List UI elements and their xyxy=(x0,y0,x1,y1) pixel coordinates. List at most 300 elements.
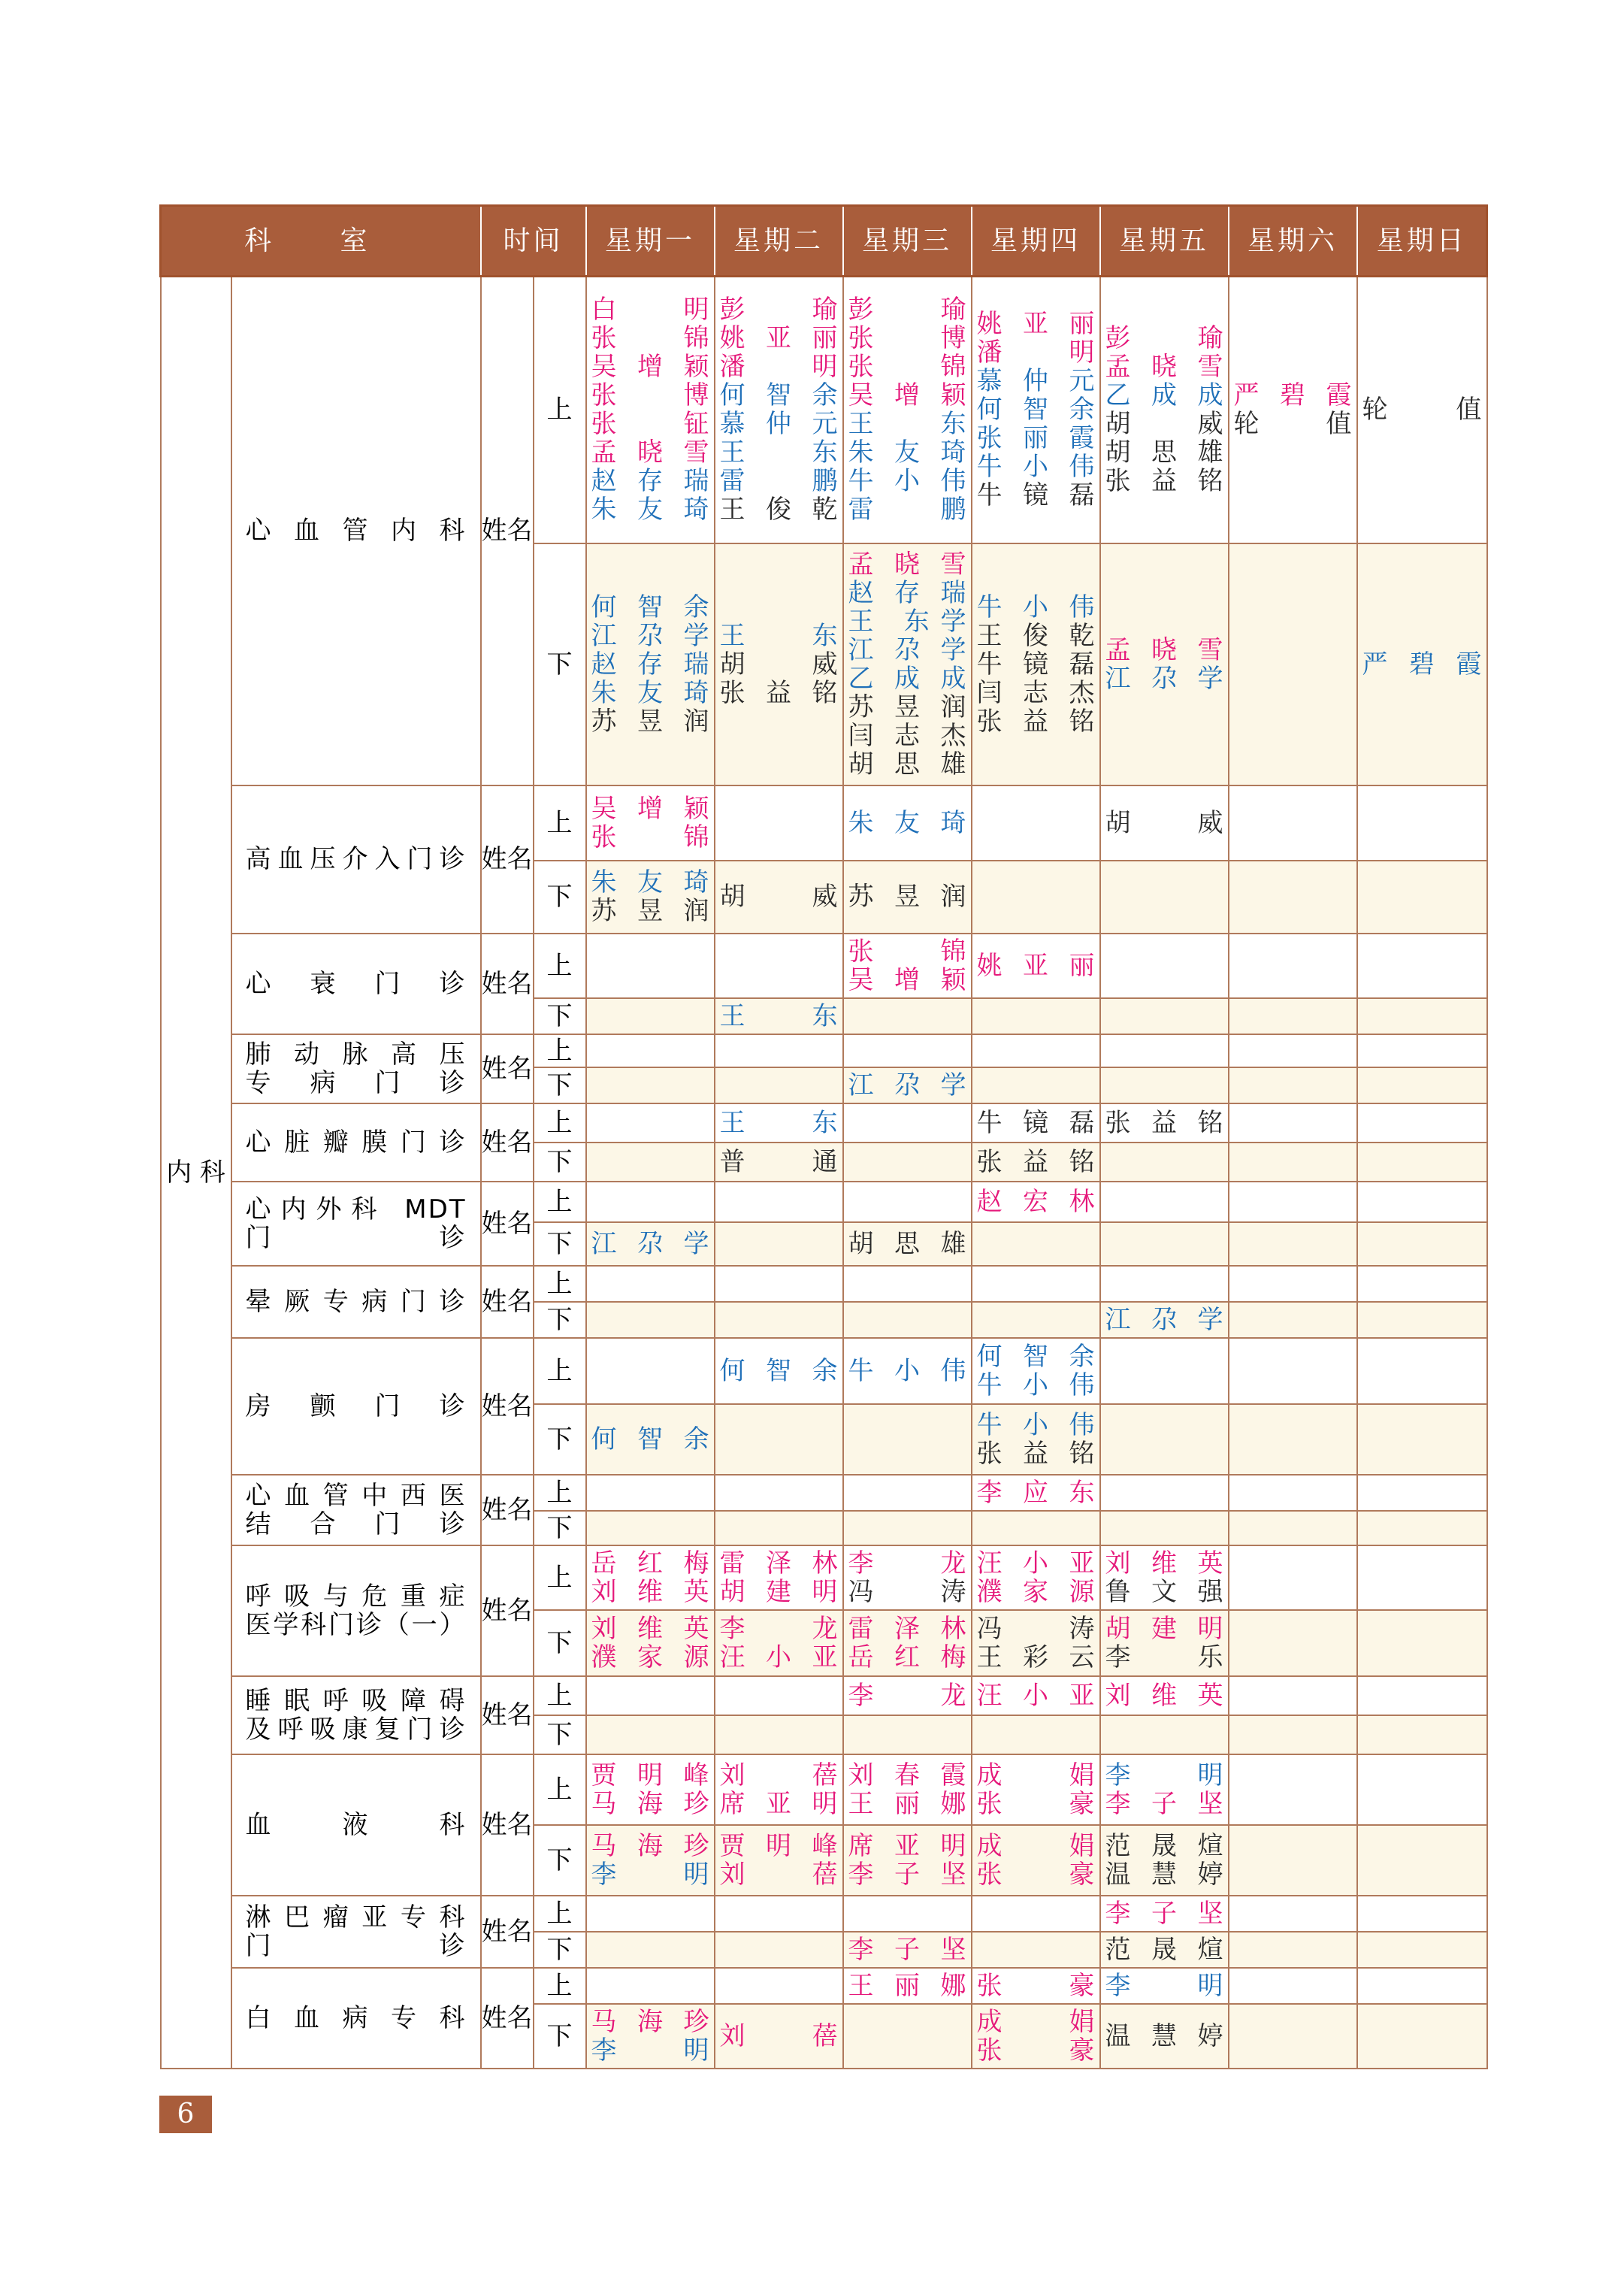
doctor-name: 吴增颖 xyxy=(848,964,966,995)
schedule-cell xyxy=(1357,1182,1487,1222)
department-name-line: 心脏瓣膜门诊 xyxy=(245,1127,467,1158)
doctor-name: 胡思雄 xyxy=(1105,437,1223,468)
schedule-cell xyxy=(972,277,1100,543)
doctor-name: 汪小亚 xyxy=(976,1680,1095,1711)
schedule-cell xyxy=(1229,1968,1357,2004)
doctor-name: 王 东 xyxy=(719,437,838,468)
doctor-name: 赵宏林 xyxy=(976,1186,1095,1217)
doctor-name: 王 东 xyxy=(719,1107,838,1138)
schedule-cell xyxy=(972,1034,1100,1067)
schedule-cell xyxy=(1357,2004,1487,2069)
schedule-cell xyxy=(843,934,972,998)
schedule-cell xyxy=(843,1404,972,1475)
schedule-cell xyxy=(1229,277,1357,543)
header-day: 星期五 xyxy=(1100,206,1229,277)
department-name-line: 专 病 门 诊 xyxy=(245,1067,467,1098)
doctor-name: 刘 蓓 xyxy=(719,2020,838,2051)
department-name xyxy=(231,1034,481,1103)
half-day-label: 下 xyxy=(534,861,586,934)
schedule-cell xyxy=(1229,1715,1357,1754)
schedule-cell xyxy=(843,1968,972,2004)
half-day-label: 下 xyxy=(534,543,586,785)
schedule-cell xyxy=(586,1932,715,1968)
doctor-name: 席亚明 xyxy=(719,1788,838,1819)
schedule-row-am xyxy=(161,1266,1487,1302)
doctor-name: 雷泽林 xyxy=(848,1613,966,1644)
schedule-cell xyxy=(1100,1182,1229,1222)
schedule-cell xyxy=(1229,2004,1357,2069)
doctor-name: 温慧婷 xyxy=(1105,2020,1223,2051)
half-day-label: 上 xyxy=(534,934,586,998)
schedule-cell xyxy=(586,1143,715,1182)
doctor-name: 吴增颖 xyxy=(591,793,709,824)
schedule-cell xyxy=(586,1896,715,1932)
schedule-cell xyxy=(1100,1143,1229,1182)
schedule-cell xyxy=(586,543,715,785)
schedule-cell xyxy=(1357,1143,1487,1182)
schedule-cell xyxy=(1357,1715,1487,1754)
doctor-name: 姚亚丽 xyxy=(976,309,1095,340)
doctor-name: 马海珍 xyxy=(591,1788,709,1819)
schedule-cell xyxy=(972,1754,1100,1825)
schedule-cell xyxy=(1229,861,1357,934)
schedule-cell xyxy=(843,2004,972,2069)
schedule-cell xyxy=(972,2004,1100,2069)
doctor-name: 刘 蓓 xyxy=(719,1859,838,1890)
schedule-cell xyxy=(1100,277,1229,543)
schedule-cell xyxy=(715,785,843,861)
schedule-cell xyxy=(586,1222,715,1266)
schedule-cell xyxy=(586,1338,715,1404)
schedule-cell xyxy=(1100,1034,1229,1067)
doctor-name: 赵存瑞 xyxy=(591,466,709,497)
doctor-name: 胡建明 xyxy=(1105,1613,1223,1644)
doctor-name: 王俊乾 xyxy=(976,620,1095,651)
department-name xyxy=(231,934,481,1034)
schedule-cell xyxy=(1357,1338,1487,1404)
schedule-cell xyxy=(586,1545,715,1610)
schedule-cell xyxy=(586,1182,715,1222)
schedule-cell xyxy=(586,1404,715,1475)
doctor-name: 张益铭 xyxy=(719,677,838,708)
schedule-cell xyxy=(586,1968,715,2004)
schedule-cell xyxy=(715,1143,843,1182)
doctor-name: 朱友琦 xyxy=(591,677,709,708)
schedule-cell xyxy=(715,1067,843,1103)
schedule-cell xyxy=(843,1896,972,1932)
department-name xyxy=(231,1896,481,1968)
half-day-label: 上 xyxy=(534,1475,586,1511)
doctor-name: 王 东 xyxy=(719,1000,838,1031)
doctor-name: 朱友琦 xyxy=(848,807,966,838)
schedule-cell xyxy=(972,1715,1100,1754)
schedule-cell xyxy=(715,1896,843,1932)
schedule-cell xyxy=(586,785,715,861)
doctor-name: 牛小伟 xyxy=(848,466,966,497)
doctor-name: 李 明 xyxy=(591,1859,709,1890)
name-label: 姓名 xyxy=(481,934,534,1034)
header-day: 星期日 xyxy=(1357,206,1487,277)
schedule-cell xyxy=(1100,1932,1229,1968)
doctor-name: 刘维英 xyxy=(1105,1548,1223,1578)
schedule-cell xyxy=(715,1968,843,2004)
department-name xyxy=(231,1103,481,1182)
department-name xyxy=(231,1676,481,1754)
doctor-name: 刘维英 xyxy=(591,1613,709,1644)
schedule-cell xyxy=(843,1302,972,1338)
doctor-name: 张 博 xyxy=(591,380,709,411)
schedule-row-am xyxy=(161,1896,1487,1932)
doctor-name: 吴增颖 xyxy=(591,352,709,383)
schedule-cell xyxy=(972,1932,1100,1968)
schedule-cell xyxy=(843,1143,972,1182)
half-day-label: 下 xyxy=(534,998,586,1034)
department-name xyxy=(231,785,481,934)
schedule-cell xyxy=(1229,1222,1357,1266)
name-label: 姓名 xyxy=(481,1103,534,1182)
schedule-cell xyxy=(843,861,972,934)
name-label: 姓名 xyxy=(481,277,534,785)
doctor-name: 牛小伟 xyxy=(976,1370,1095,1400)
doctor-name: 李 乐 xyxy=(1105,1642,1223,1672)
schedule-cell xyxy=(972,1676,1100,1715)
doctor-name: 何智余 xyxy=(976,395,1095,425)
schedule-row-am xyxy=(161,1338,1487,1404)
doctor-name: 姚亚丽 xyxy=(719,323,838,354)
doctor-name: 李 龙 xyxy=(719,1613,838,1644)
schedule-cell xyxy=(1100,1545,1229,1610)
doctor-name: 李子坚 xyxy=(1105,1898,1223,1929)
schedule-cell xyxy=(715,1404,843,1475)
schedule-cell xyxy=(715,1754,843,1825)
doctor-name: 濮家源 xyxy=(976,1576,1095,1607)
schedule-cell xyxy=(1100,543,1229,785)
half-day-label: 下 xyxy=(534,1222,586,1266)
schedule-cell xyxy=(1357,1932,1487,1968)
doctor-name: 江尕学 xyxy=(591,620,709,651)
department-name-line: 门 诊 xyxy=(245,1222,467,1253)
department-name-line: 心内外科 MDT xyxy=(245,1194,467,1224)
schedule-cell xyxy=(715,1103,843,1143)
half-day-label: 下 xyxy=(534,1404,586,1475)
schedule-cell xyxy=(1100,1511,1229,1545)
doctor-name: 严碧霞 xyxy=(1233,380,1352,411)
schedule-row-am xyxy=(161,1676,1487,1715)
doctor-name: 潘 明 xyxy=(719,352,838,383)
schedule-cell xyxy=(1100,1222,1229,1266)
half-day-label: 下 xyxy=(534,1610,586,1676)
doctor-name: 江尕学 xyxy=(1105,663,1223,694)
department-name-line: 门 诊 xyxy=(245,1930,467,1961)
category-label: 内 科 xyxy=(161,277,231,2069)
schedule-cell xyxy=(1100,998,1229,1034)
name-label: 姓名 xyxy=(481,1676,534,1754)
doctor-name: 张 锦 xyxy=(591,822,709,852)
doctor-name: 苏昱润 xyxy=(848,692,966,722)
half-day-label: 下 xyxy=(534,2004,586,2069)
doctor-name: 王丽娜 xyxy=(848,1788,966,1819)
schedule-cell xyxy=(843,1182,972,1222)
schedule-cell xyxy=(972,1302,1100,1338)
name-label: 姓名 xyxy=(481,1182,534,1266)
schedule-cell xyxy=(843,1754,972,1825)
schedule-cell xyxy=(843,1034,972,1067)
schedule-cell xyxy=(1357,1511,1487,1545)
doctor-name: 江尕学 xyxy=(1105,1304,1223,1335)
schedule-cell xyxy=(843,1475,972,1511)
department-name-line: 高血压介入门诊 xyxy=(245,844,467,874)
department-name-line: 睡眠呼吸障碍 xyxy=(245,1685,467,1716)
schedule-cell xyxy=(715,2004,843,2069)
schedule-cell xyxy=(843,1338,972,1404)
doctor-name: 贾明峰 xyxy=(719,1830,838,1861)
department-name xyxy=(231,1182,481,1266)
schedule-cell xyxy=(1357,1404,1487,1475)
doctor-name: 江尕学 xyxy=(848,1070,966,1100)
doctor-name: 吴增颖 xyxy=(848,380,966,411)
schedule-cell xyxy=(715,1545,843,1610)
doctor-name: 汪小亚 xyxy=(719,1642,838,1672)
half-day-label: 下 xyxy=(534,1302,586,1338)
schedule-cell xyxy=(1229,1825,1357,1896)
department-name xyxy=(231,1545,481,1676)
schedule-cell xyxy=(1100,1103,1229,1143)
schedule-cell xyxy=(715,1475,843,1511)
schedule-row-am xyxy=(161,934,1487,998)
doctor-name: 席亚明 xyxy=(848,1830,966,1861)
doctor-name: 岳红梅 xyxy=(591,1548,709,1578)
schedule-cell xyxy=(1357,861,1487,934)
half-day-label: 下 xyxy=(534,1511,586,1545)
doctor-name: 白 明 xyxy=(591,295,709,325)
schedule-cell xyxy=(843,1715,972,1754)
doctor-name: 闫志杰 xyxy=(976,677,1095,708)
schedule-cell xyxy=(715,1825,843,1896)
doctor-name: 张益铭 xyxy=(976,1438,1095,1469)
schedule-cell xyxy=(972,1511,1100,1545)
schedule-cell xyxy=(1229,1302,1357,1338)
schedule-cell xyxy=(972,543,1100,785)
schedule-cell xyxy=(715,1034,843,1067)
schedule-cell xyxy=(715,277,843,543)
schedule-cell xyxy=(586,1266,715,1302)
schedule-cell xyxy=(972,1143,1100,1182)
doctor-name: 成 娟 xyxy=(976,1760,1095,1790)
schedule-cell xyxy=(715,1610,843,1676)
schedule-cell xyxy=(715,934,843,998)
doctor-name: 闫志杰 xyxy=(848,720,966,751)
department-name xyxy=(231,1266,481,1338)
doctor-name: 冯 涛 xyxy=(848,1576,966,1607)
doctor-name: 苏昱润 xyxy=(591,706,709,737)
doctor-name: 孟晓雪 xyxy=(591,437,709,468)
schedule-cell xyxy=(715,998,843,1034)
department-name-line: 心 衰 门 诊 xyxy=(245,968,467,999)
doctor-name: 孟晓雪 xyxy=(1105,634,1223,665)
schedule-cell xyxy=(1357,543,1487,785)
department-name-line: 血 液 科 xyxy=(245,1809,467,1840)
doctor-name: 冯 涛 xyxy=(976,1613,1095,1644)
schedule-cell xyxy=(1229,1511,1357,1545)
schedule-cell xyxy=(843,1266,972,1302)
doctor-name: 成 娟 xyxy=(976,1830,1095,1861)
doctor-name: 轮 值 xyxy=(1233,409,1352,440)
schedule-cell xyxy=(715,1338,843,1404)
schedule-cell xyxy=(586,1475,715,1511)
doctor-name: 江 尕 学 xyxy=(848,634,966,665)
schedule-cell xyxy=(1100,1302,1229,1338)
doctor-name: 李 明 xyxy=(1105,1970,1223,2001)
schedule-cell xyxy=(1357,785,1487,861)
schedule-cell xyxy=(972,1266,1100,1302)
header-department: 科 室 xyxy=(161,206,481,277)
schedule-cell xyxy=(843,998,972,1034)
schedule-cell xyxy=(1357,998,1487,1034)
name-label: 姓名 xyxy=(481,1475,534,1545)
schedule-cell xyxy=(1100,1338,1229,1404)
schedule-cell xyxy=(1100,1475,1229,1511)
name-label: 姓名 xyxy=(481,1545,534,1676)
doctor-name: 张 豪 xyxy=(976,1970,1095,2001)
half-day-label: 上 xyxy=(534,1896,586,1932)
schedule-cell xyxy=(972,861,1100,934)
schedule-cell xyxy=(1229,1143,1357,1182)
schedule-cell xyxy=(586,861,715,934)
doctor-name: 张 锦 xyxy=(848,352,966,383)
doctor-name: 李子坚 xyxy=(1105,1788,1223,1819)
name-label: 姓名 xyxy=(481,1968,534,2069)
schedule-cell xyxy=(1100,1404,1229,1475)
doctor-name: 牛镜磊 xyxy=(976,1107,1095,1138)
schedule-cell xyxy=(1229,1754,1357,1825)
schedule-cell xyxy=(1229,1932,1357,1968)
doctor-name: 范晟煊 xyxy=(1105,1934,1223,1965)
schedule-cell xyxy=(1357,1545,1487,1610)
doctor-name: 刘维英 xyxy=(591,1576,709,1607)
doctor-name: 张 豪 xyxy=(976,1788,1095,1819)
doctor-name: 张 锦 xyxy=(591,323,709,354)
schedule-cell xyxy=(1229,1896,1357,1932)
schedule-cell xyxy=(843,1676,972,1715)
schedule-cell xyxy=(715,1266,843,1302)
schedule-cell xyxy=(1357,1302,1487,1338)
schedule-cell xyxy=(972,1825,1100,1896)
doctor-name: 张益铭 xyxy=(976,1146,1095,1177)
doctor-name: 胡建明 xyxy=(719,1576,838,1607)
schedule-row-am xyxy=(161,1545,1487,1610)
doctor-name: 雷 鹏 xyxy=(848,495,966,525)
schedule-cell xyxy=(1357,1103,1487,1143)
doctor-name: 江尕学 xyxy=(591,1228,709,1259)
schedule-cell xyxy=(972,1103,1100,1143)
doctor-name: 胡思雄 xyxy=(848,1228,966,1259)
page-number: 6 xyxy=(159,2096,212,2133)
header-time: 时间 xyxy=(481,206,586,277)
schedule-cell xyxy=(586,1103,715,1143)
schedule-cell xyxy=(1100,1676,1229,1715)
doctor-name: 牛镜磊 xyxy=(976,649,1095,679)
department-name xyxy=(231,1968,481,2069)
department-name-line: 心血管中西医 xyxy=(245,1480,467,1511)
schedule-cell xyxy=(1357,1754,1487,1825)
half-day-label: 上 xyxy=(534,1968,586,2004)
schedule-cell xyxy=(1100,1825,1229,1896)
doctor-name: 张 豪 xyxy=(976,2035,1095,2066)
schedule-cell xyxy=(1357,1067,1487,1103)
schedule-cell xyxy=(1229,1475,1357,1511)
schedule-cell xyxy=(1229,1676,1357,1715)
name-label: 姓名 xyxy=(481,1034,534,1103)
schedule-cell xyxy=(586,1754,715,1825)
half-day-label: 上 xyxy=(534,1338,586,1404)
half-day-label: 上 xyxy=(534,1754,586,1825)
doctor-name: 李应东 xyxy=(976,1477,1095,1508)
doctor-name: 马海珍 xyxy=(591,2006,709,2037)
schedule-cell xyxy=(1229,1034,1357,1067)
doctor-name: 成 娟 xyxy=(976,2006,1095,2037)
schedule-cell xyxy=(1100,2004,1229,2069)
schedule-cell xyxy=(1229,785,1357,861)
schedule-cell xyxy=(972,1896,1100,1932)
doctor-name: 张 锦 xyxy=(848,936,966,967)
schedule-cell xyxy=(1100,1968,1229,2004)
schedule-cell xyxy=(843,1545,972,1610)
schedule-row-am xyxy=(161,1103,1487,1143)
doctor-name: 李 龙 xyxy=(848,1548,966,1578)
doctor-name: 朱友琦 xyxy=(848,437,966,468)
doctor-name: 王 东 xyxy=(848,409,966,440)
department-name-line: 淋巴瘤亚专科 xyxy=(245,1902,467,1933)
doctor-name: 王彩云 xyxy=(976,1642,1095,1672)
schedule-cell xyxy=(972,934,1100,998)
schedule-cell xyxy=(715,1715,843,1754)
schedule-cell xyxy=(972,1182,1100,1222)
schedule-cell xyxy=(586,1302,715,1338)
schedule-cell xyxy=(715,861,843,934)
schedule-cell xyxy=(1229,1338,1357,1404)
schedule-cell xyxy=(1229,1103,1357,1143)
schedule-cell xyxy=(586,2004,715,2069)
half-day-label: 上 xyxy=(534,277,586,543)
schedule-cell xyxy=(972,1475,1100,1511)
schedule-cell xyxy=(972,1968,1100,2004)
doctor-name: 王俊乾 xyxy=(719,495,838,525)
doctor-name: 李 明 xyxy=(1105,1760,1223,1790)
schedule-row-am xyxy=(161,1182,1487,1222)
doctor-name: 姚亚丽 xyxy=(976,950,1095,981)
schedule-cell xyxy=(1357,1825,1487,1896)
schedule-cell xyxy=(1229,934,1357,998)
schedule-cell xyxy=(843,1067,972,1103)
schedule-cell xyxy=(586,277,715,543)
schedule-cell xyxy=(1229,1067,1357,1103)
schedule-cell xyxy=(1100,785,1229,861)
schedule-cell xyxy=(1100,1896,1229,1932)
doctor-name: 孟晓雪 xyxy=(848,549,966,580)
schedule-row-am xyxy=(161,1754,1487,1825)
doctor-name: 胡思雄 xyxy=(848,749,966,779)
doctor-name: 雷 鹏 xyxy=(719,466,838,497)
schedule-cell xyxy=(972,1067,1100,1103)
schedule-cell xyxy=(843,1610,972,1676)
half-day-label: 上 xyxy=(534,1545,586,1610)
schedule-cell xyxy=(586,1067,715,1103)
schedule-cell xyxy=(972,998,1100,1034)
doctor-name: 温慧婷 xyxy=(1105,1859,1223,1890)
schedule-cell xyxy=(1229,1610,1357,1676)
doctor-name: 刘 蓓 xyxy=(719,1760,838,1790)
schedule-cell xyxy=(843,1825,972,1896)
